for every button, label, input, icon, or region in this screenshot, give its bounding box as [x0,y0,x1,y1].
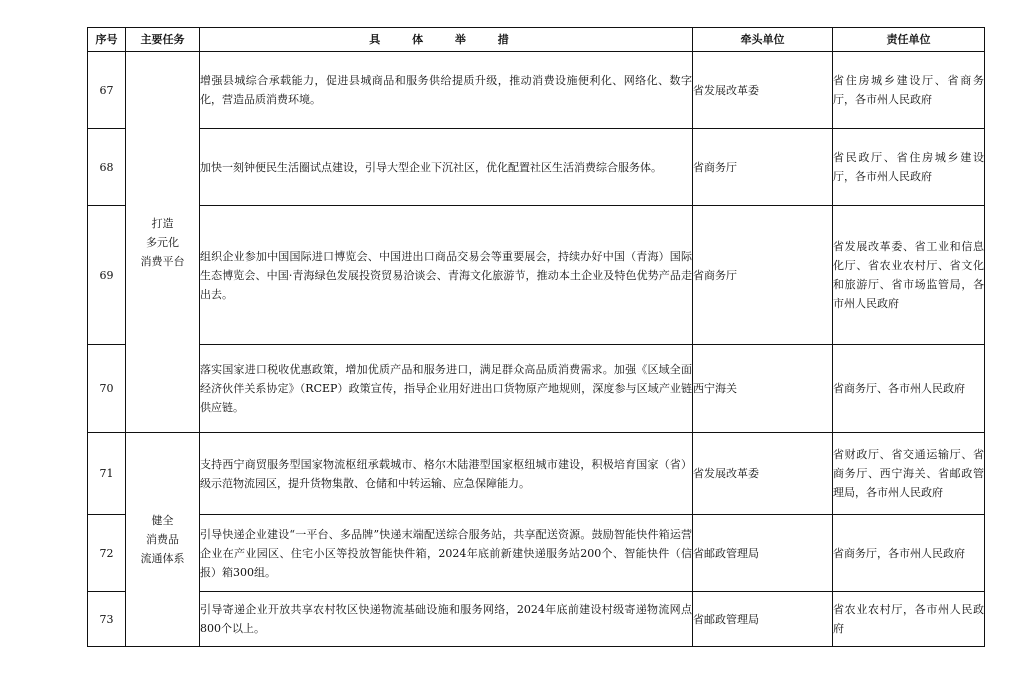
lead-unit-cell: 省发展改革委 [693,52,833,129]
table-row [88,345,985,433]
row-number: 70 [88,345,126,433]
task-label: 打造 多元化 消费平台 [140,216,185,268]
row-number: 68 [88,129,126,206]
responsible-units-cell: 省商务厅，各市州人民政府 [833,515,985,592]
measure-cell: 落实国家进口税收优惠政策，增加优质产品和服务进口，满足群众高品质消费需求。加强《区域全面经济伙伴关系协定》（RCEP）政策宣传，指导企业用好进出口货物原产地规则，深度参与区域产业链供应链。 [200,345,693,433]
header-measure [200,28,693,52]
responsible-units-cell: 省民政厅、省住房城乡建设厅，各市州人民政府 [833,129,985,206]
table-row [88,52,985,129]
lead-unit-cell: 省发展改革委 [693,433,833,515]
measure-cell: 引导寄递企业开放共享农村牧区快递物流基础设施和服务网络，2024年底前建设村级寄递物流网点800个以上。 [200,592,693,647]
row-number: 69 [88,206,126,345]
measure-cell: 引导快递企业建设“一平台、多品牌”快递末端配送综合服务站，共享配送资源。鼓励智能快件箱运营企业在产业园区、住宅小区等投放智能快件箱，2024年底前新建快递服务站200个、智能快件（信报）箱300组。 [200,515,693,592]
table-header-row [88,28,985,52]
table-row [88,433,985,515]
header-seq: 序号 [88,28,126,52]
lead-unit-cell: 省邮政管理局 [693,592,833,647]
header-task: 主要任务 [126,28,200,52]
row-number: 71 [88,433,126,515]
task-label: 健全 消费品 流通体系 [140,514,185,565]
lead-unit-cell: 省邮政管理局 [693,515,833,592]
measure-cell: 支持西宁商贸服务型国家物流枢纽承载城市、格尔木陆港型国家枢纽城市建设，积极培育国家（省）级示范物流园区，提升货物集散、仓储和中转运输、应急保障能力。 [200,433,693,515]
measures-table [87,27,985,647]
lead-unit-cell: 省商务厅 [693,129,833,206]
table-row [88,206,985,345]
responsible-units-cell: 省商务厅、各市州人民政府 [833,345,985,433]
responsible-units-cell: 省财政厅、省交通运输厅、省商务厅、西宁海关、省邮政管理局，各市州人民政府 [833,433,985,515]
measure-cell: 加快一刻钟便民生活圈试点建设，引导大型企业下沉社区，优化配置社区生活消费综合服务体。 [200,129,693,206]
header-measure-label: 具 体 举 措 [369,33,523,46]
task-cell [126,433,200,647]
measure-cell: 增强县城综合承载能力，促进县城商品和服务供给提质升级，推动消费设施便利化、网络化、数字化，营造品质消费环境。 [200,52,693,129]
responsible-units-cell: 省农业农村厅，各市州人民政府 [833,592,985,647]
header-lead: 牵头单位 [693,28,833,52]
responsible-units-cell: 省发展改革委、省工业和信息化厅、省农业农村厅、省文化和旅游厅、省市场监管局，各市州人民政府 [833,206,985,345]
lead-unit-cell: 省商务厅 [693,206,833,345]
table-row [88,592,985,647]
row-number: 72 [88,515,126,592]
task-cell [126,52,200,433]
measure-cell: 组织企业参加中国国际进口博览会、中国进出口商品交易会等重要展会，持续办好中国（青海）国际生态博览会、中国·青海绿色发展投资贸易洽谈会、青海文化旅游节，推动本土企业及特色优势产品走出去。 [200,206,693,345]
lead-unit-cell: 西宁海关 [693,345,833,433]
row-number: 67 [88,52,126,129]
responsible-units-cell: 省住房城乡建设厅、省商务厅，各市州人民政府 [833,52,985,129]
table-row [88,515,985,592]
table-row [88,129,985,206]
header-resp: 责任单位 [833,28,985,52]
row-number: 73 [88,592,126,647]
